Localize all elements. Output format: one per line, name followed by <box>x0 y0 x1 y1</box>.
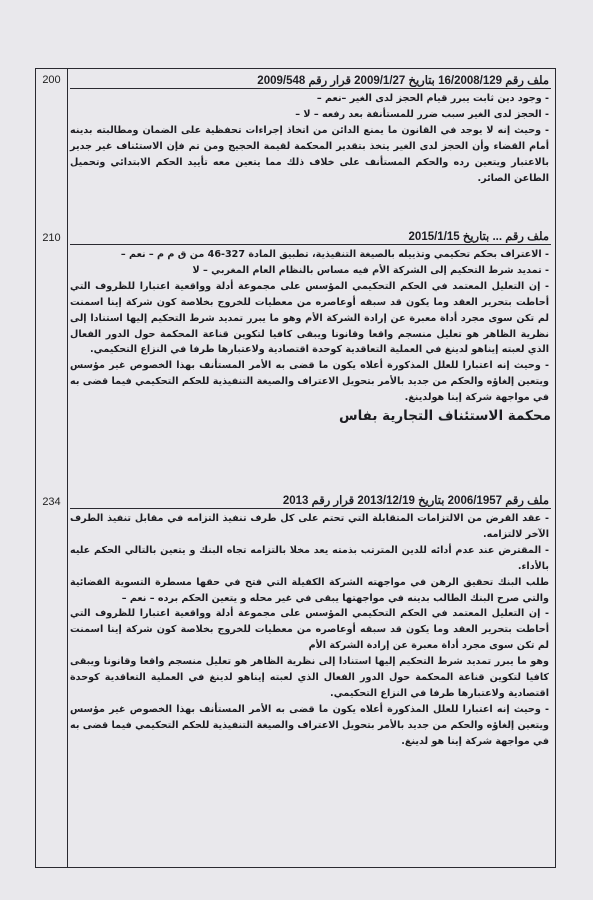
ruling-paragraph: - وجود دين ثابت يبرر قيام الحجز لدى الغير –نعم – <box>316 93 549 104</box>
ruling-paragraph: - إن التعليل المعتمد في الحكم التحكيمي المؤسس على مجموعة أدلة وواقعية اعتبارا للظروف التي أحاطت بتحرير العقد وما يكون قد سبقه أوعاصره من معطيات للخروج بخلاصة كون شركة إينا اسمنت لم تكن سوى مجرد أداة معبرة عن إرادة الشركة الأم وهو ما يبرر تمديد شرط التحكيم إليها استنادا إلى نظرية الظاهر هو تعليل منسجم واقعا وقانونا ويبقى كافيا لتكوين قناعة المحكمة حول الدور الفعال الذي لعبته إيناهو لدينغ في العملية التعاقدية كوحدة اقتصادية ولاعتبارها طرفا في النزاع التحكيمي. <box>70 280 549 356</box>
document-content <box>70 69 551 867</box>
court-title: محكمة الاستئناف التجارية بفاس <box>338 408 551 425</box>
ruling-paragraph: - الحجز لدى الغير سبب ضرر للمستأنفة بعد رفعه – لا – <box>295 108 549 120</box>
ruling-paragraph: - وحيث إنه لا يوجد في القانون ما يمنع الدائن من اتخاذ إجراءات تحفظية على الضمان ومطالبته بدينه أمام القضاء وأن الحجز لدى الغير يتخذ بتقدير المحكمة لقيمة الحجيج ومن تم فإن الاستئناف غير جدير بالاعتبار ويتعين رده والحكم المستأنف على خلاف ذلك مما يتعين معه تأييد الحكم الابتدائي وتحميل الطاعن الصائر. <box>70 124 549 184</box>
case-header: ملف رقم ... بتاريخ 2015/1/15 <box>70 229 551 245</box>
page-number: 200 <box>42 74 61 86</box>
case-header: ملف رقم 2006/1957 بتاريخ 2013/12/19 قرار رقم 2013 <box>70 493 551 509</box>
page-number: 234 <box>42 496 61 508</box>
ruling-paragraph: وهو ما يبرر تمديد شرط التحكيم إليها استنادا إلى نظرية الظاهر هو تعليل منسجم واقعا وقانونا ويبقى كافيا لتكوين قناعة المحكمة حول الدور الفعال الذي لعبته إيناهو لدينغ في العملية التعاقدية كوحدة اقتصادية ولاعتبارها طرفا في النزاع التحكيمي. <box>70 656 549 699</box>
decision-block <box>70 493 551 750</box>
ruling-paragraph: - الاعتراف بحكم تحكيمي وتذييله بالصيغة التنفيذية، تطبيق المادة 327-46 من ق م م – نعم – <box>120 249 549 260</box>
document-page <box>35 68 556 868</box>
ruling-paragraph: - تمديد شرط التحكيم إلى الشركة الأم فيه مساس بالنظام العام المغربي – لا <box>192 264 549 276</box>
ruling-paragraph: - المقترض عند عدم أدائه للدين المترتب بذمته يعد مخلا بالتزامه تجاه البنك و يتعين بالتالي الحكم عليه بالأداء. <box>70 544 549 572</box>
ruling-paragraph: - إن التعليل المعتمد في الحكم التحكيمي المؤسس على مجموعة أدلة وواقعية اعتبارا للظروف التي أحاطت بتحرير العقد وما يكون قد سبقه أوعاصره من معطيات للخروج بخلاصة كون شركة إينا اسمنت لم تكن سوى مجرد أداة معبرة عن إرادة الشركة الأم <box>70 608 549 652</box>
decision-block <box>70 73 551 186</box>
ruling-paragraph: - وحيث إنه اعتبارا للعلل المذكورة أعلاه يكون ما قضى به الأمر المستأنف بهذا الخصوص غير مؤسس ويتعين إلغاؤه والحكم من جديد بالأمر بتحويل الاعتراف والصيغة التنفيذية للحكم التحكيمي فيما قضى به في مواجهة شركة إينا هو لدينغ. <box>70 703 549 747</box>
ruling-paragraph: طلب البنك تحقيق الرهن في مواجهته الشركة الكفيلة التي فتح في حقها مسطرة التسوية القضائية والتي صرح البنك الطالب بدينه في مواجهتها يبقى في غير محله و يتعين الحكم برده – نعم – <box>70 576 549 604</box>
case-header: ملف رقم 16/2008/129 بتاريخ 2009/1/27 قرار رقم 2009/548 <box>70 73 551 89</box>
ruling-paragraph: - وحيث إنه اعتبارا للعلل المذكورة أعلاه يكون ما قضى به الأمر المستأنف بهذا الخصوص غير مؤسس ويتعين إلغاؤه والحكم من جديد بالأمر بتحويل الاعتراف والصيغة التنفيذية للحكم التحكيمي فيما قضى به في مواجهة شركة إينا هولدينغ. <box>70 360 549 404</box>
page-number: 210 <box>42 232 61 244</box>
decision-block <box>70 229 551 426</box>
page-number-column <box>36 69 68 867</box>
ruling-paragraph: - عقد القرض من الالتزامات المتقابلة التي تحتم على كل طرف تنفيذ التزامه في مقابل تنفيذ الطرف الآخر لالتزامه. <box>70 513 549 540</box>
